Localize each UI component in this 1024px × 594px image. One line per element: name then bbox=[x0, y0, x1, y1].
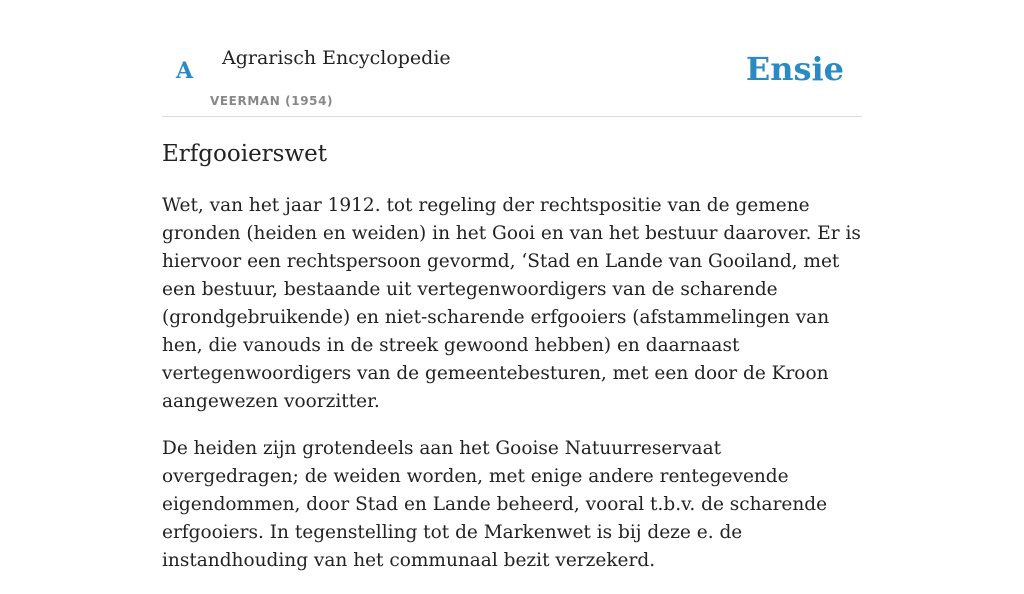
page-header bbox=[162, 0, 862, 117]
article-paragraph: Wet, van het jaar 1912. tot regeling der rechtspositie van de gemene gronden (heiden en weiden) in het Gooi en van het bestuur daarover. Er is hiervoor een rechtspersoon gevormd, ‘Stad en Lande van Gooiland, met een bestuur, bestaande uit vertegenwoordigers van de scharende (grondgebruikende) en niet-scharende erfgooiers (afstammelingen van hen, die vanouds in de streek gewoond hebben) en daarnaast vertegenwoordigers van de gemeentebesturen, met een door de Kroon aangewezen voorzitter. bbox=[162, 195, 861, 412]
article-title: Erfgooierswet bbox=[162, 141, 328, 167]
ensie-logo[interactable]: Ensie bbox=[745, 50, 844, 88]
letter-index-link[interactable]: A bbox=[176, 58, 194, 84]
book-title-link[interactable]: Agrarisch Encyclopedie bbox=[222, 47, 451, 69]
article-paragraph: De heiden zijn grotendeels aan het Gooise Natuurreservaat overgedragen; de weiden worden, met enige andere rentegevende eigendommen, door Stad en Lande beheerd, vooral t.b.v. de scharende erfgooiers. In tegenstelling tot de Markenwet is bij deze e. de instandhouding van het communaal bezit verzekerd. bbox=[162, 438, 828, 571]
book-meta: VEERMAN (1954) bbox=[210, 94, 334, 108]
article-body bbox=[162, 136, 862, 594]
